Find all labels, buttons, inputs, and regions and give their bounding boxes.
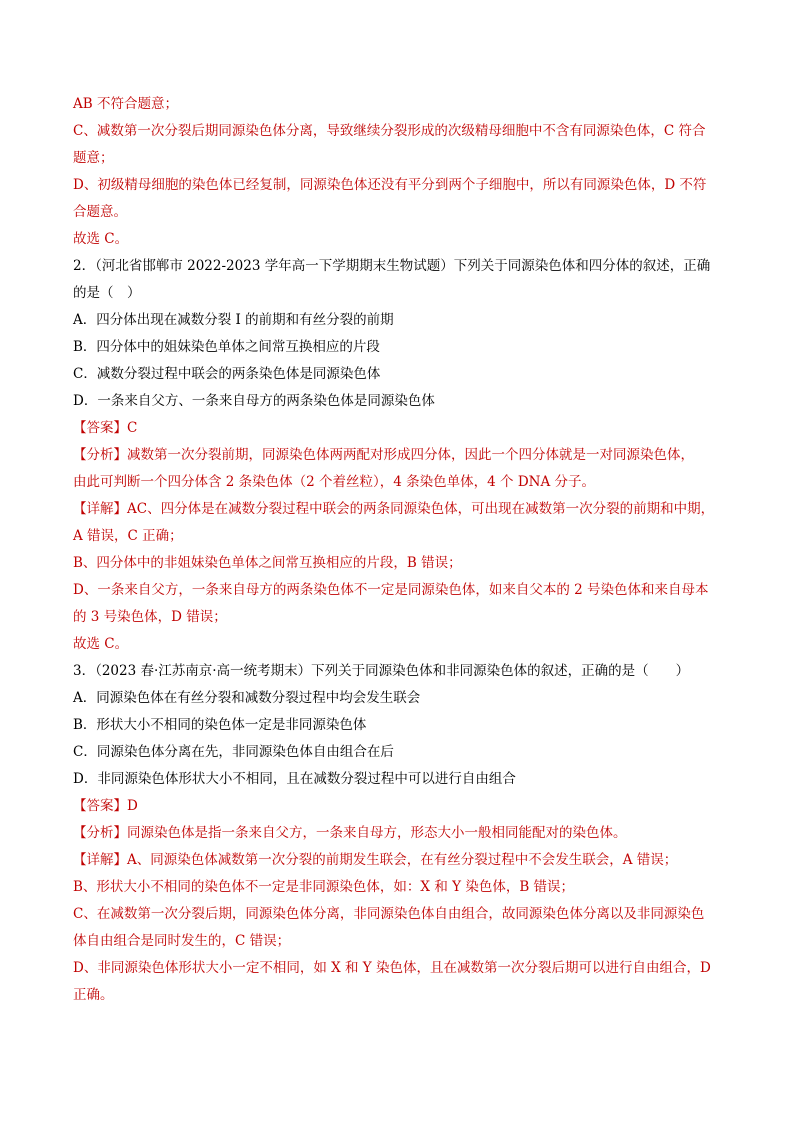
explanation-line: D、非同源染色体形状大小一定不相同，如 X 和 Y 染色体，且在减数第一次分裂后期可以进行自由组合，D [73, 960, 711, 976]
text-line: C、减数第一次分裂后期同源染色体分离，导致继续分裂形成的次级精母细胞中不含有同源染色体，C 符合 [73, 123, 706, 139]
text-line: AB 不符合题意； [73, 96, 178, 112]
explanation-line: 故选 C。 [73, 636, 129, 652]
answer-line: 【答案】D [73, 798, 138, 814]
option-c: C．同源染色体分离在先，非同源染色体自由组合在后 [73, 744, 394, 760]
option-b: B．四分体中的姐妹染色单体之间常互换相应的片段 [73, 339, 380, 355]
analysis-line: 由此可判断一个四分体含 2 条染色体（2 个着丝粒），4 条染色单体，4 个 DNA 分子。 [73, 474, 596, 490]
option-c: C．减数分裂过程中联会的两条染色体是同源染色体 [73, 366, 381, 382]
explanation-line: 正确。 [73, 987, 114, 1003]
analysis-line: 【分析】同源染色体是指一条来自父方，一条来自母方，形态大小一般相同能配对的染色体。 [73, 825, 627, 841]
text-line: D、初级精母细胞的染色体已经复制，同源染色体还没有平分到两个子细胞中，所以有同源染色体，D 不符 [73, 177, 707, 193]
explanation-line: 【详解】A、同源染色体减数第一次分裂的前期发生联会，在有丝分裂过程中不会发生联会，A 错误； [73, 852, 678, 868]
explanation-line: B、形状大小不相同的染色体不一定是非同源染色体，如：X 和 Y 染色体，B 错误； [73, 879, 575, 895]
option-a: A．四分体出现在减数分裂 I 的前期和有丝分裂的前期 [73, 312, 394, 328]
option-d: D．一条来自父方、一条来自母方的两条染色体是同源染色体 [73, 393, 435, 409]
text-line: 故选 C。 [73, 231, 129, 247]
option-a: A．同源染色体在有丝分裂和减数分裂过程中均会发生联会 [73, 690, 421, 706]
answer-line: 【答案】C [73, 420, 138, 436]
explanation-line: C、在减数第一次分裂后期，同源染色体分离，非同源染色体自由组合，故同源染色体分离以及非同源染色 [73, 906, 705, 922]
explanation-line: 体自由组合是同时发生的，C 错误； [73, 933, 291, 949]
explanation-line: 【详解】AC、四分体是在减数分裂过程中联会的两条同源染色体，可出现在减数第一次分裂的前期和中期， [73, 501, 715, 517]
analysis-line: 【分析】减数第一次分裂前期，同源染色体两两配对形成四分体，因此一个四分体就是一对同源染色体， [73, 447, 694, 463]
option-b: B．形状大小不相同的染色体一定是非同源染色体 [73, 717, 367, 733]
explanation-line: A 错误，C 正确； [73, 528, 183, 544]
option-d: D．非同源染色体形状大小不相同，且在减数分裂过程中可以进行自由组合 [73, 771, 516, 787]
text-line: 题意； [73, 150, 114, 166]
question-stem: 3．（2023 春·江苏南京·高一统考期末）下列关于同源染色体和非同源染色体的叙述，正确的是（ ） [73, 663, 690, 679]
explanation-line: D、一条来自父方，一条来自母方的两条染色体不一定是同源染色体，如来自父本的 2 号染色体和来自母本 [73, 582, 709, 598]
question-stem: 的是（ ） [73, 285, 141, 301]
question-stem: 2．（河北省邯郸市 2022-2023 学年高一下学期期末生物试题）下列关于同源染色体和四分体的叙述，正确 [73, 258, 711, 274]
text-line: 合题意。 [73, 204, 127, 220]
explanation-line: B、四分体中的非姐妹染色单体之间常互换相应的片段，B 错误； [73, 555, 462, 571]
explanation-line: 的 3 号染色体，D 错误； [73, 609, 227, 625]
